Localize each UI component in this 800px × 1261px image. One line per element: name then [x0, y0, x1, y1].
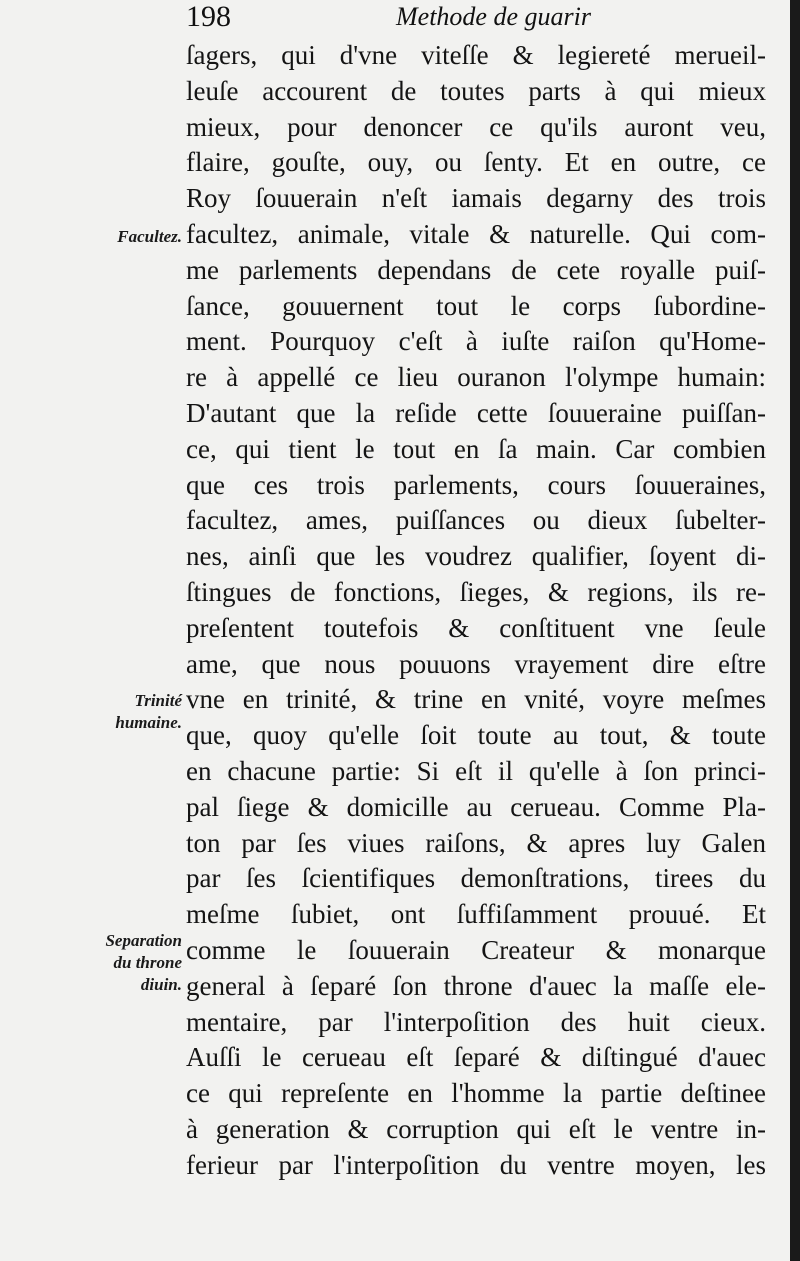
text-line: ce qui repreſente en l'homme la partie deſtinee [186, 1078, 766, 1109]
text-line: leuſe accourent de toutes parts à qui mieux [186, 75, 766, 106]
text-line: ton par ſes viues raiſons, & apres luy Galen [186, 827, 766, 858]
text-line: ferieur par l'interpoſition du ventre moyen, les [186, 1149, 766, 1180]
text-line: me parlements dependans de cete royalle puiſ- [186, 254, 766, 285]
text-line: comme le ſouuerain Createur & monarque [186, 934, 766, 965]
text-line: que, quoy qu'elle ſoit toute au tout, & toute [186, 720, 766, 751]
text-line: ame, que nous pouuons vrayement dire eſtre [186, 648, 766, 679]
text-line: vne en trinité, & trine en vnité, voyre meſmes [186, 684, 766, 715]
margin-note-trinite: Trinité humaine. [115, 691, 182, 732]
text-line: à generation & corruption qui eſt le ventre in- [186, 1113, 766, 1144]
body-text [186, 38, 766, 1184]
text-line: nes, ainſi que les voudrez qualifier, ſoyent di- [186, 541, 766, 572]
text-line: mieux, pour denoncer ce qu'ils auront veu, [186, 111, 766, 142]
margin-note-separation: Separation du throne diuin. [105, 931, 182, 994]
running-title: Methode de guarir [396, 2, 591, 31]
text-line: ce, qui tient le tout en ſa main. Car combien [186, 433, 766, 464]
text-line: par ſes ſcientifiques demonſtrations, tirees du [186, 863, 766, 894]
text-line: meſme ſubiet, ont ſuffiſamment prouué. Et [186, 899, 766, 930]
margin-note-facultez: Facultez. [117, 227, 182, 246]
text-line: general à ſeparé ſon throne d'auec la maſſe ele- [186, 970, 766, 1001]
text-line: ment. Pourquoy c'eſt à iuſte raiſon qu'Home- [186, 326, 766, 357]
text-line: Roy ſouuerain n'eſt iamais degarny des trois [186, 183, 766, 214]
text-line: en chacune partie: Si eſt il qu'elle à ſon princi- [186, 755, 766, 786]
text-line: D'autant que la reſide cette ſouueraine puiſſan- [186, 397, 766, 428]
text-line: preſentent toutefois & conſtituent vne ſeule [186, 612, 766, 643]
text-line: ſance, gouuernent tout le corps ſubordine- [186, 290, 766, 321]
text-line: pal ſiege & domicille au cerueau. Comme Pla- [186, 791, 766, 822]
text-line: facultez, ames, puiſſances ou dieux ſubelter- [186, 505, 766, 536]
text-line: mentaire, par l'interpoſition des huit cieux. [186, 1006, 766, 1037]
text-line: facultez, animale, vitale & naturelle. Qui com- [186, 218, 766, 249]
text-line: flaire, gouſte, ouy, ou ſenty. Et en outre, ce [186, 147, 766, 178]
text-line: ſagers, qui d'vne viteſſe & legiereté merueil- [186, 40, 766, 70]
text-line: ſtingues de fonctions, ſieges, & regions, ils re- [186, 576, 766, 607]
text-line: que ces trois parlements, cours ſouueraines, [186, 469, 766, 500]
text-line: re à appellé ce lieu ouranon l'olympe humain: [186, 362, 766, 393]
text-line: Auſſi le cerueau eſt ſeparé & diſtingué d'auec [186, 1042, 766, 1073]
page-number: 198 [186, 0, 231, 33]
page-header [186, 0, 776, 38]
